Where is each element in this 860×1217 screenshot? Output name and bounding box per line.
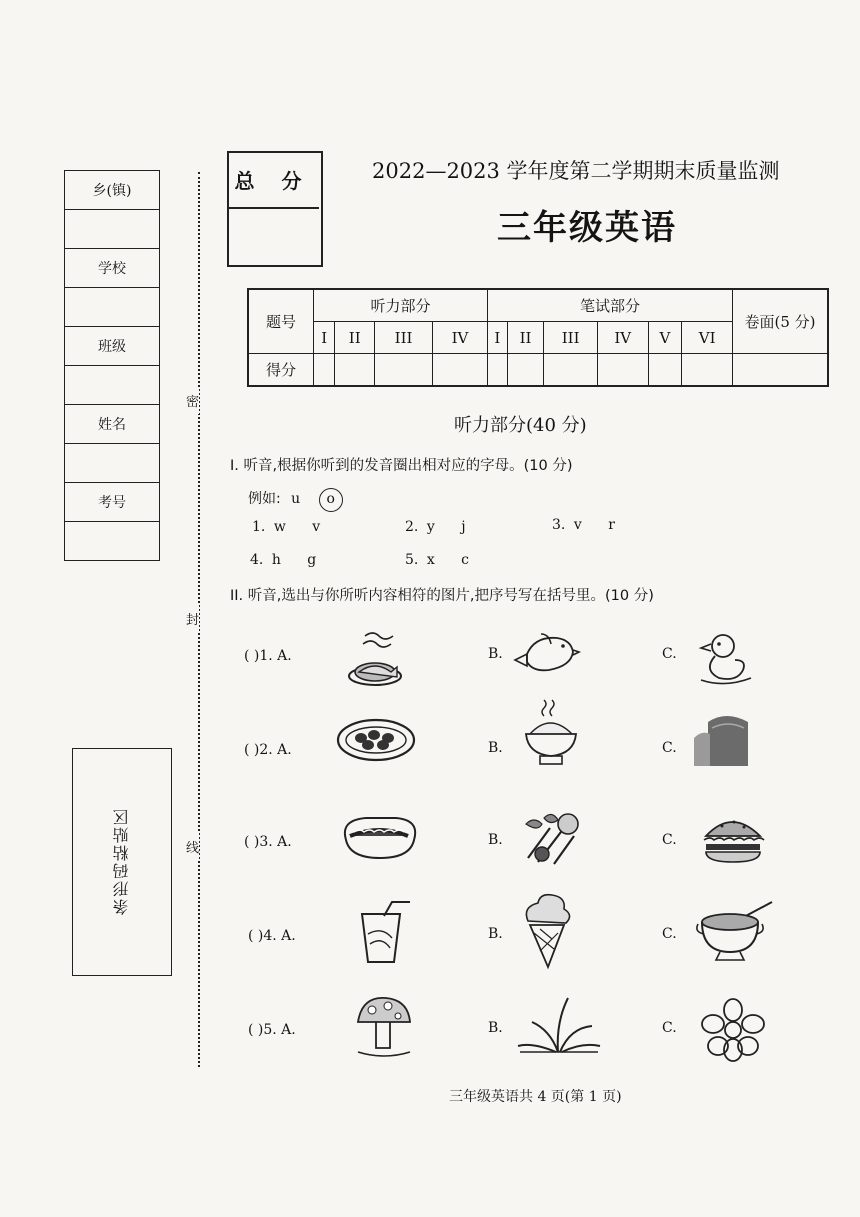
- q1-example-label: 例如:: [248, 491, 281, 507]
- q2-row-2-c-label: C.: [662, 740, 677, 756]
- q1-option-b[interactable]: c: [461, 552, 470, 568]
- q1-example-b-circled: o: [319, 488, 343, 512]
- q1-item-3[interactable]: [552, 517, 615, 533]
- ice-cream-icon: [520, 893, 572, 969]
- bread-icon: [690, 712, 760, 770]
- seal-char-xian: 线: [186, 833, 199, 860]
- score-table: [247, 288, 829, 387]
- q2-row-5-c-label: C.: [662, 1020, 677, 1036]
- q1-option-a[interactable]: x: [426, 552, 435, 568]
- col-writing-5: V: [648, 322, 682, 354]
- duck-icon: [695, 630, 755, 688]
- exam-year-title: 2022—2023 学年度第二学期期末质量监测: [372, 159, 780, 183]
- col-listening-2: II: [335, 322, 375, 354]
- fish-dish-icon: [345, 630, 405, 688]
- q1-option-b[interactable]: g: [307, 552, 317, 568]
- score-cell[interactable]: [335, 354, 375, 387]
- score-cell[interactable]: [487, 354, 507, 387]
- col-writing-1: I: [487, 322, 507, 354]
- q1-example: [248, 488, 343, 512]
- info-label-town: 乡(镇): [65, 171, 160, 210]
- row-label-score: 得分: [248, 354, 314, 387]
- q2-row-4-prefix[interactable]: ( )4. A.: [248, 928, 296, 944]
- q1-item-2[interactable]: [405, 519, 466, 535]
- q1-option-a[interactable]: y: [426, 519, 435, 535]
- info-field-town[interactable]: [65, 210, 160, 249]
- col-writing-4: IV: [597, 322, 648, 354]
- q2-instruction: II. 听音,选出与你所听内容相符的图片,把序号写在括号里。(10 分): [230, 588, 654, 604]
- hamburger-icon: [700, 812, 766, 864]
- q2-row-5-prefix[interactable]: ( )5. A.: [248, 1022, 296, 1038]
- q1-item-num: 5.: [405, 552, 419, 568]
- q1-item-1[interactable]: [252, 519, 320, 535]
- col-writing-6: VI: [682, 322, 733, 354]
- soup-bowl-icon: [694, 896, 776, 962]
- bird-icon: [513, 630, 579, 678]
- q1-option-a[interactable]: v: [573, 517, 582, 533]
- q1-item-num: 3.: [552, 517, 566, 533]
- q2-row-2-b-label: B.: [488, 740, 503, 756]
- seal-char-feng: 封: [186, 605, 199, 632]
- score-cell[interactable]: [733, 354, 829, 387]
- q1-option-b[interactable]: v: [312, 519, 321, 535]
- info-field-id[interactable]: [65, 522, 160, 561]
- info-field-class[interactable]: [65, 366, 160, 405]
- info-label-class: 班级: [65, 327, 160, 366]
- vegetables-icon: [520, 808, 586, 868]
- col-listening-3: III: [375, 322, 433, 354]
- student-info-table: [64, 170, 160, 561]
- header-listening: 听力部分: [314, 289, 488, 322]
- col-listening-1: I: [314, 322, 335, 354]
- grass-icon: [516, 996, 602, 1056]
- q1-item-num: 2.: [405, 519, 419, 535]
- q2-row-1-b-label: B.: [488, 646, 503, 662]
- q2-row-3-prefix[interactable]: ( )3. A.: [244, 834, 292, 850]
- exam-subject-title: 三年级英语: [497, 208, 677, 248]
- score-cell[interactable]: [544, 354, 598, 387]
- q1-option-b[interactable]: r: [608, 517, 615, 533]
- q1-example-a: u: [291, 491, 301, 507]
- juice-cup-icon: [358, 898, 414, 964]
- q1-option-a[interactable]: h: [271, 552, 281, 568]
- total-score-label: 总 分: [227, 151, 319, 209]
- q2-row-3-b-label: B.: [488, 832, 503, 848]
- q1-item-num: 4.: [250, 552, 264, 568]
- score-cell[interactable]: [648, 354, 682, 387]
- score-cell[interactable]: [682, 354, 733, 387]
- header-writing: 笔试部分: [487, 289, 732, 322]
- score-cell[interactable]: [375, 354, 433, 387]
- q1-option-a[interactable]: w: [273, 519, 286, 535]
- q1-instruction: I. 听音,根据你听到的发音圈出相对应的字母。(10 分): [230, 458, 573, 474]
- q2-row-2-prefix[interactable]: ( )2. A.: [244, 742, 292, 758]
- score-cell[interactable]: [314, 354, 335, 387]
- q2-row-5-b-label: B.: [488, 1020, 503, 1036]
- q2-row-3-c-label: C.: [662, 832, 677, 848]
- score-cell[interactable]: [507, 354, 544, 387]
- q1-option-b[interactable]: j: [461, 519, 466, 535]
- barcode-label: 条形码粘贴区: [111, 807, 131, 915]
- header-paper: 卷面(5 分): [733, 289, 829, 354]
- info-label-school: 学校: [65, 249, 160, 288]
- row-label-question: 题号: [248, 289, 314, 354]
- seal-char-mi: 密: [186, 387, 199, 414]
- q1-item-num: 1.: [252, 519, 266, 535]
- page-footer: 三年级英语共 4 页(第 1 页): [449, 1089, 622, 1105]
- mushroom-icon: [354, 996, 412, 1058]
- section-title-listening: 听力部分(40 分): [454, 415, 587, 436]
- info-label-id: 考号: [65, 483, 160, 522]
- flower-icon: [700, 998, 766, 1062]
- q1-item-4[interactable]: [250, 552, 316, 568]
- q2-row-1-prefix[interactable]: ( )1. A.: [244, 648, 292, 664]
- info-field-school[interactable]: [65, 288, 160, 327]
- score-cell[interactable]: [597, 354, 648, 387]
- info-label-name: 姓名: [65, 405, 160, 444]
- col-writing-3: III: [544, 322, 598, 354]
- col-writing-2: II: [507, 322, 544, 354]
- rice-bowl-icon: [522, 698, 580, 768]
- q1-item-5[interactable]: [405, 552, 469, 568]
- info-field-name[interactable]: [65, 444, 160, 483]
- score-cell[interactable]: [433, 354, 488, 387]
- q2-row-4-c-label: C.: [662, 926, 677, 942]
- hotdog-icon: [340, 812, 418, 862]
- col-listening-4: IV: [433, 322, 488, 354]
- q2-row-1-c-label: C.: [662, 646, 677, 662]
- dumplings-plate-icon: [336, 718, 416, 762]
- q2-row-4-b-label: B.: [488, 926, 503, 942]
